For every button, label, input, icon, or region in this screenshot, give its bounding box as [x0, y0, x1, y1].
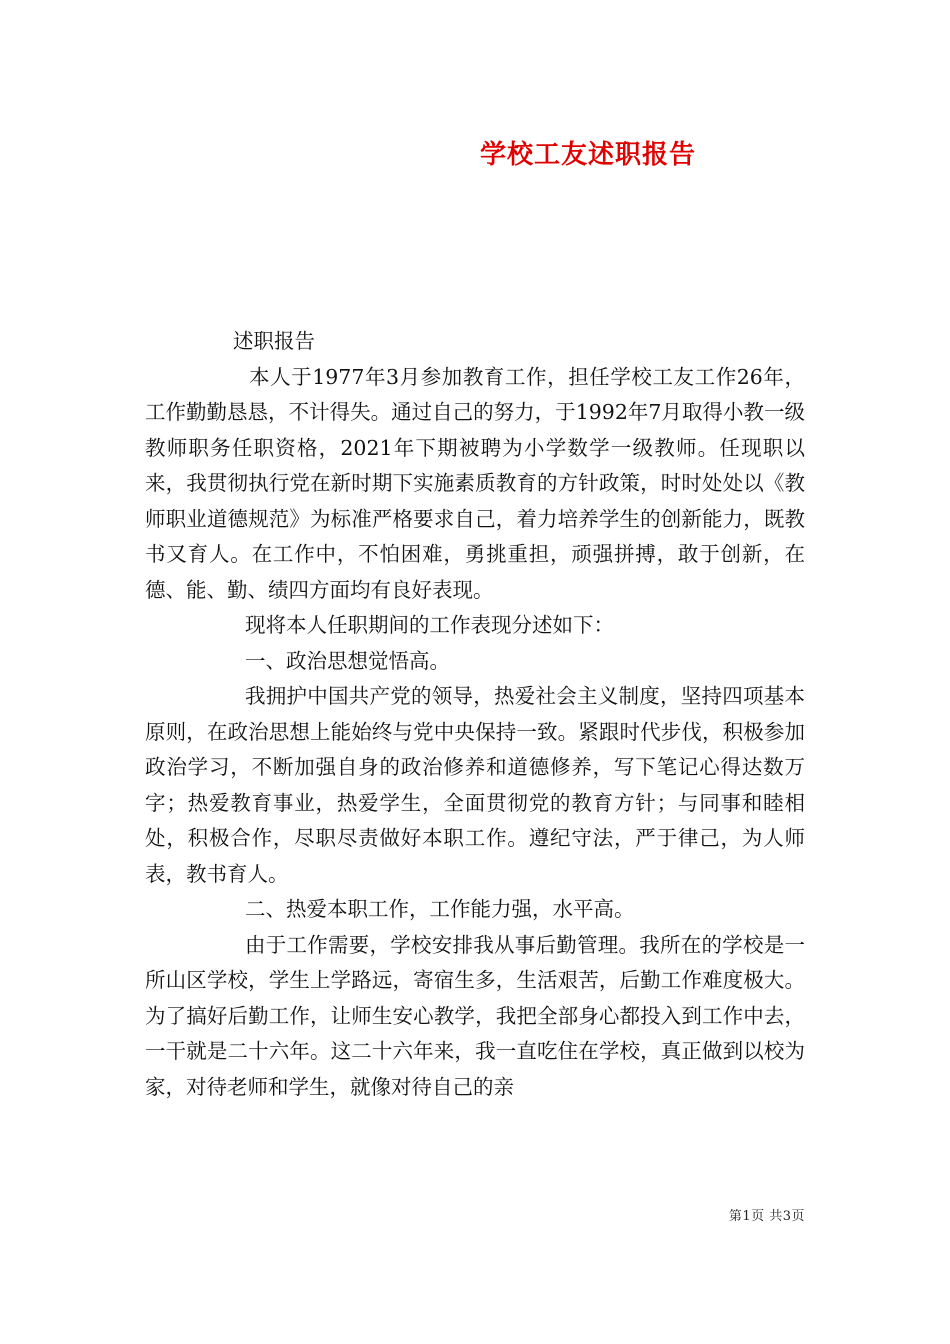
section-heading-2: 二、热爱本职工作，工作能力强，水平高。 [245, 897, 635, 921]
subtitle-paragraph: 述职报告 [233, 329, 315, 353]
summary-lead-paragraph: 现将本人任职期间的工作表现分述如下： [245, 613, 614, 637]
section-1-paragraph: 我拥护中国共产党的领导，热爱社会主义制度，坚持四项基本原则，在政治思想上能始终与党中央保持一致。紧跟时代步伐，积极参加政治学习，不断加强自身的政治修养和道德修养，写下笔记心得达数万字；热爱教育事业，热爱学生，全面贯彻党的教育方针；与同事和睦相处，积极合作，尽职尽责做好本职工作。遵纪守法，严于律己，为人师表，教书育人。 [145, 684, 805, 886]
document-body [145, 324, 805, 1105]
page-number-footer: 第1页 共3页 [728, 1209, 805, 1224]
section-heading-1: 一、政治思想觉悟高。 [245, 648, 450, 673]
document-title: 学校工友述职报告 [479, 140, 696, 170]
intro-paragraph: 本人于1977年3月参加教育工作，担任学校工友工作26年，工作勤勤恳恳，不计得失。通过自己的努力，于1992年7月取得小教一级教师职务任职资格，2021年下期被聘为小学数学一级教师。任现职以来，我贯彻执行党在新时期下实施素质教育的方针政策，时时处处以《教师职业道德规范》为标准严格要求自己，着力培养学生的创新能力，既教书又育人。在工作中，不怕困难，勇挑重担，顽强拼搏，敢于创新，在德、能、勤、绩四方面均有良好表现。 [145, 364, 805, 602]
section-2-paragraph: 由于工作需要，学校安排我从事后勤管理。我所在的学校是一所山区学校，学生上学路远，寄宿生多，生活艰苦，后勤工作难度极大。为了搞好后勤工作，让师生安心教学，我把全部身心都投入到工作中去，一干就是二十六年。这二十六年来，我一直吃住在学校，真正做到以校为家，对待老师和学生，就像对待自己的亲 [145, 932, 805, 1099]
